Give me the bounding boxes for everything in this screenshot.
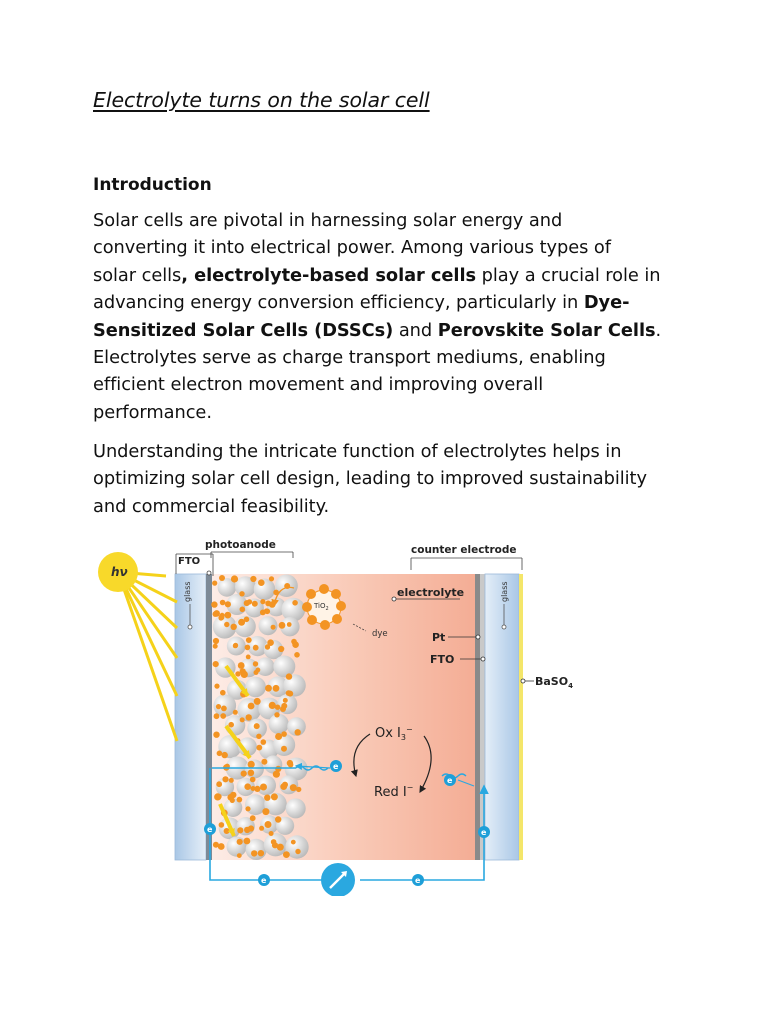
dye-molecule-dot <box>231 624 237 630</box>
dye-molecule-dot <box>240 607 246 613</box>
paragraph-line: optimizing solar cell design, leading to improved sustainability <box>93 468 647 490</box>
dye-molecule-dot <box>213 611 219 617</box>
dye-molecule-dot <box>295 849 300 854</box>
dye-molecule-dot <box>271 793 278 800</box>
electron-label: e <box>261 876 267 885</box>
dye-molecule-dot <box>275 733 282 740</box>
dye-molecule-dot <box>258 579 265 586</box>
dye-molecule-dot <box>254 670 259 675</box>
dye-molecule-dot <box>248 703 255 710</box>
paragraph-line: Solar cells are pivotal in harnessing solar energy and <box>93 210 563 231</box>
paragraph-line <box>93 317 693 344</box>
paragraph-line <box>93 289 693 316</box>
dye-molecule-dot <box>283 851 290 858</box>
dye-molecule-dot <box>233 643 238 648</box>
text-run: . <box>655 319 662 341</box>
dye-molecule-dot <box>281 746 287 752</box>
electron-label: e <box>447 776 453 785</box>
pt-layer <box>475 574 480 860</box>
dye-molecule-dot <box>262 808 269 815</box>
dye-molecule-dot <box>269 576 274 581</box>
text-run: and <box>393 319 438 341</box>
dye-molecule-dot <box>279 622 286 629</box>
dye-molecule-dot <box>237 839 243 845</box>
dye-molecule-dot <box>271 839 277 845</box>
text-run: solar cells <box>93 264 182 286</box>
dye-molecule-dot <box>222 752 228 758</box>
dye-molecule-dot <box>217 751 223 757</box>
dye-molecule-dot <box>256 734 261 739</box>
dye-molecule-dot <box>290 784 297 791</box>
left-glass-layer <box>175 574 206 860</box>
dye-molecule-dot <box>286 690 292 696</box>
dye-molecule-dot <box>225 601 231 607</box>
dye-molecule-dot <box>214 713 220 719</box>
red-label: Red I− <box>374 783 414 800</box>
right-glass-layer <box>485 574 519 860</box>
pt-label: Pt <box>432 631 446 644</box>
dye-molecule-dot <box>216 781 222 787</box>
text-run: advancing energy conversion efficiency, particularly in <box>93 292 584 314</box>
dye-molecule-dot <box>211 601 217 607</box>
tio2-sphere <box>269 714 289 734</box>
dye-molecule-dot <box>294 652 300 658</box>
dye-molecule-dot <box>246 655 251 660</box>
dye-molecule-dot <box>218 843 225 850</box>
electron-label: e <box>415 876 421 885</box>
electron-label: e <box>333 762 339 771</box>
dye-molecule-dot <box>224 612 231 619</box>
dye-molecule-dot <box>220 600 226 606</box>
paragraph-line: Understanding the intricate function of electrolytes helps in <box>93 441 622 462</box>
photoanode-label: photoanode <box>205 539 276 551</box>
baso4-label: BaSO$_4$ <box>535 675 573 690</box>
tio2-sphere <box>277 694 297 714</box>
dye-molecule-dot <box>291 840 296 845</box>
paragraph-line: performance. <box>93 401 212 423</box>
dye-molecule-dot <box>280 706 286 712</box>
tio2-sphere <box>227 837 247 857</box>
dye-molecule-dot <box>273 685 280 692</box>
tio2-sphere <box>286 798 306 818</box>
paragraph-line: converting it into electrical power. Among various types of <box>93 237 611 259</box>
dye-molecule-dot <box>295 729 301 735</box>
dye-molecule-dot <box>253 661 258 666</box>
glass-left-label: glass <box>183 581 192 602</box>
dye-molecule-dot <box>230 798 235 803</box>
glass-right-label: glass <box>500 581 509 602</box>
text-run: play a crucial role in <box>476 264 661 286</box>
hv-label: hν <box>111 565 128 579</box>
dye-molecule-dot <box>221 706 227 712</box>
dye-molecule-dot <box>224 622 229 627</box>
dye-molecule-dot <box>280 783 287 790</box>
dye-molecule-dot <box>222 776 228 782</box>
tio2-sphere <box>245 760 264 779</box>
dye-molecule-dot <box>250 815 256 821</box>
dye-molecule-dot <box>216 704 221 709</box>
dye-label: dye <box>372 629 388 639</box>
understanding-paragraph <box>93 438 693 520</box>
dye-molecule-dot <box>254 698 261 705</box>
electrolyte-label: electrolyte <box>397 586 465 599</box>
dssc-diagram-svg <box>98 536 580 896</box>
dye-molecule-dot <box>286 673 292 679</box>
dssc-diagram <box>98 536 580 896</box>
dye-molecule-dot <box>213 661 219 667</box>
dye-molecule-dot <box>269 702 276 709</box>
dye-molecule-dot <box>273 771 280 778</box>
electron-label: e <box>481 828 487 837</box>
dye-molecule-dot <box>261 739 267 745</box>
dye-molecule-dot <box>246 637 252 643</box>
counter-electrode-label: counter electrode <box>411 544 517 556</box>
dye-molecule-dot <box>292 600 298 606</box>
dye-molecule-dot <box>269 831 274 836</box>
dye-molecule-dot <box>265 644 270 649</box>
dye-molecule-dot <box>252 601 258 607</box>
dye-molecule-dot <box>216 794 221 799</box>
dye-molecule-dot <box>254 786 260 792</box>
dye-molecule-dot <box>220 713 226 719</box>
dye-molecule-dot <box>261 759 267 765</box>
fto-right-label: FTO <box>430 653 455 666</box>
dye-molecule-dot <box>237 797 243 803</box>
dye-molecule-dot <box>244 617 250 623</box>
dye-molecule-dot <box>231 575 238 582</box>
dye-molecule-dot <box>265 685 272 692</box>
dye-molecule-dot <box>274 712 279 717</box>
dye-molecule-dot <box>239 591 244 596</box>
dye-molecule-dot <box>256 745 262 751</box>
dye-molecule-dot <box>287 622 292 627</box>
section-heading-introduction: Introduction <box>93 175 212 195</box>
dye-molecule-dot <box>275 816 281 822</box>
dye-molecule-dot <box>277 844 284 851</box>
bold-term: Sensitized Solar Cells (DSSCs) <box>93 319 394 341</box>
dye-molecule-dot <box>213 644 218 649</box>
tio2-sphere <box>256 657 275 676</box>
dye-molecule-dot <box>283 698 288 703</box>
dye-molecule-dot <box>250 576 256 582</box>
dye-molecule-dot <box>271 625 276 630</box>
bold-term: Dye- <box>583 292 630 314</box>
dye-molecule-dot <box>244 838 251 845</box>
ox-label: Ox $I_3^-$ <box>375 725 413 742</box>
dye-molecule-dot <box>248 761 255 768</box>
dye-molecule-dot <box>253 645 259 651</box>
intro-paragraph <box>93 207 693 426</box>
dye-molecule-dot <box>264 795 270 801</box>
left-fto-layer <box>206 574 212 860</box>
dye-molecule-dot <box>241 771 247 777</box>
dye-molecule-dot <box>275 705 280 710</box>
dye-molecule-dot <box>260 784 267 791</box>
dye-molecule-dot <box>213 732 219 738</box>
dye-molecule-dot <box>254 723 260 729</box>
tio2-label: TiO$_2$ <box>314 602 329 612</box>
dye-molecule-dot <box>259 826 264 831</box>
dye-molecule-dot <box>258 850 264 856</box>
dye-molecule-dot <box>220 613 225 618</box>
dye-molecule-dot <box>240 717 245 722</box>
dye-molecule-dot <box>219 575 225 581</box>
electron-label: e <box>207 825 213 834</box>
dye-molecule-dot <box>251 850 257 856</box>
meter-icon <box>321 863 355 896</box>
dye-molecule-dot <box>248 770 255 777</box>
dye-molecule-dot <box>245 806 250 811</box>
dye-molecule-dot <box>214 684 219 689</box>
dye-molecule-dot <box>292 641 299 648</box>
dye-molecule-dot <box>260 599 265 604</box>
paragraph-line: efficient electron movement and improving overall <box>93 374 544 396</box>
dye-molecule-dot <box>228 722 234 728</box>
dye-molecule-dot <box>233 710 238 715</box>
bold-term: , electrolyte-based solar cells <box>181 264 477 286</box>
dye-molecule-dot <box>248 825 254 831</box>
dye-molecule-dot <box>229 778 234 783</box>
tio2-sphere <box>254 579 276 601</box>
tio2-sphere <box>273 656 295 678</box>
dye-molecule-dot <box>245 645 251 651</box>
dye-molecule-dot <box>244 783 251 790</box>
dye-molecule-dot <box>220 690 226 696</box>
dye-molecule-dot <box>246 714 252 720</box>
dye-molecule-dot <box>237 827 243 833</box>
paragraph-line: and commercial feasibility. <box>93 495 330 517</box>
dye-molecule-dot <box>250 777 256 783</box>
dye-molecule-dot <box>212 581 217 586</box>
dye-molecule-dot <box>244 600 250 606</box>
dye-molecule-dot <box>219 822 225 828</box>
dye-molecule-dot <box>237 853 242 858</box>
dye-molecule-dot <box>296 787 301 792</box>
dye-molecule-dot <box>278 646 284 652</box>
document-title: Electrolyte turns on the solar cell <box>93 88 430 112</box>
baso4-layer <box>519 574 523 860</box>
paragraph-line <box>93 262 693 289</box>
dye-molecule-dot <box>213 638 219 644</box>
dye-molecule-dot <box>265 821 272 828</box>
dye-molecule-dot <box>238 662 245 669</box>
dye-molecule-dot <box>287 760 293 766</box>
dye-molecule-dot <box>241 671 248 678</box>
fto-left-label: FTO <box>178 556 201 567</box>
bold-term: Perovskite Solar Cells <box>437 319 656 341</box>
dye-molecule-dot <box>265 609 271 615</box>
dye-molecule-dot <box>281 731 287 737</box>
paragraph-line: Electrolytes serve as charge transport mediums, enabling <box>93 347 606 369</box>
